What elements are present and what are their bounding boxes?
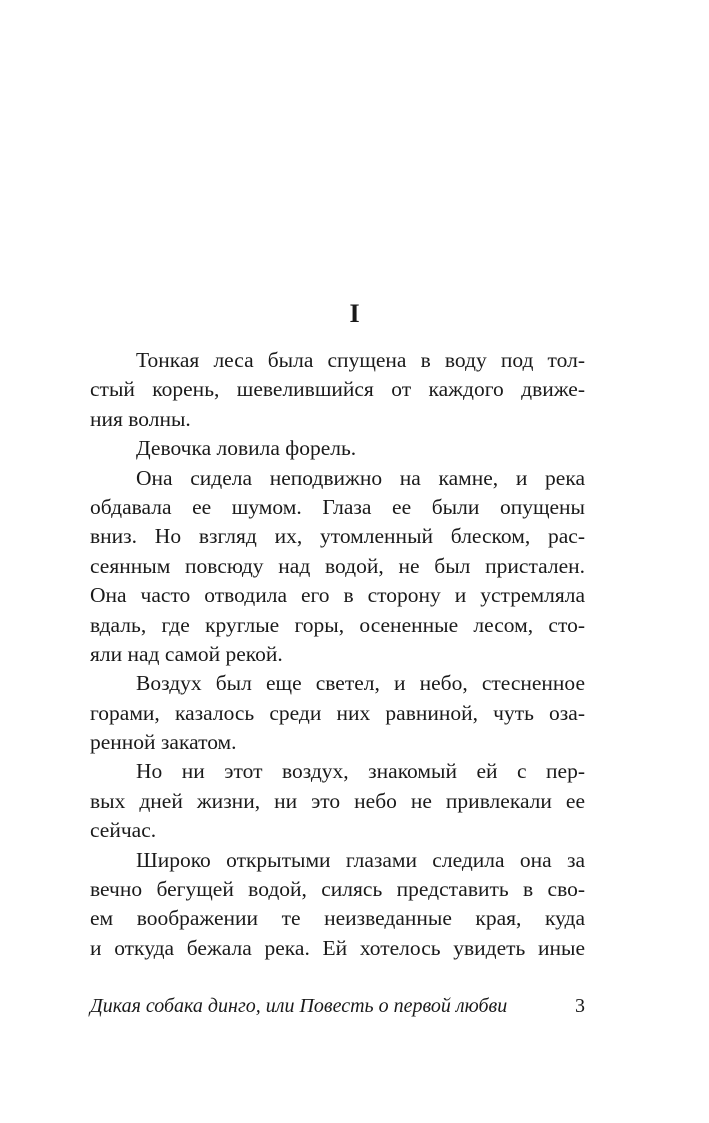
text-line: Но ни этот воздух, знакомый ей с пер- (136, 759, 585, 784)
text-line: обдавала ее шумом. Глаза ее были опущены (90, 494, 585, 519)
running-title: Дикая собака динго, или Повесть о первой любви (90, 995, 508, 1017)
page-footer (90, 992, 585, 1020)
text-line: вечно бегущей водой, силясь представить в сво- (90, 877, 585, 902)
text-line: Широко открытыми глазами следила она за (136, 847, 585, 872)
text-line: Она сидела неподвижно на камне, и река (136, 465, 585, 490)
text-line: Девочка ловила форель. (136, 436, 357, 461)
text-line: вниз. Но взгляд их, утомленный блеском, рас- (90, 524, 585, 549)
body-text (90, 346, 585, 963)
text-line: и откуда бежала река. Ей хотелось увидеть иные (90, 935, 585, 960)
text-line: Она часто отводила его в сторону и устремляла (90, 583, 585, 608)
text-line: горами, казалось среди них равниной, чуть оза- (90, 700, 585, 725)
text-line: Воздух был еще светел, и небо, стесненное (136, 671, 585, 696)
text-line: ренной закатом. (90, 730, 237, 755)
page-number: 3 (575, 995, 585, 1017)
text-line: сеянным повсюду над водой, не был пристален. (90, 553, 585, 578)
text-line: сейчас. (90, 818, 157, 843)
text-line: вдаль, где круглые горы, осененные лесом, сто- (90, 612, 585, 637)
text-line: Тонкая леса была спущена в воду под тол- (136, 348, 585, 372)
text-line: вых дней жизни, ни это небо не привлекали ее (90, 788, 585, 813)
text-line: ем воображении те неизведанные края, куда (90, 906, 585, 931)
chapter-heading: I (349, 299, 360, 328)
text-line: яли над самой рекой. (90, 641, 283, 666)
text-line: ния волны. (90, 406, 191, 431)
text-line: стый корень, шевелившийся от каждого движе- (90, 377, 585, 402)
